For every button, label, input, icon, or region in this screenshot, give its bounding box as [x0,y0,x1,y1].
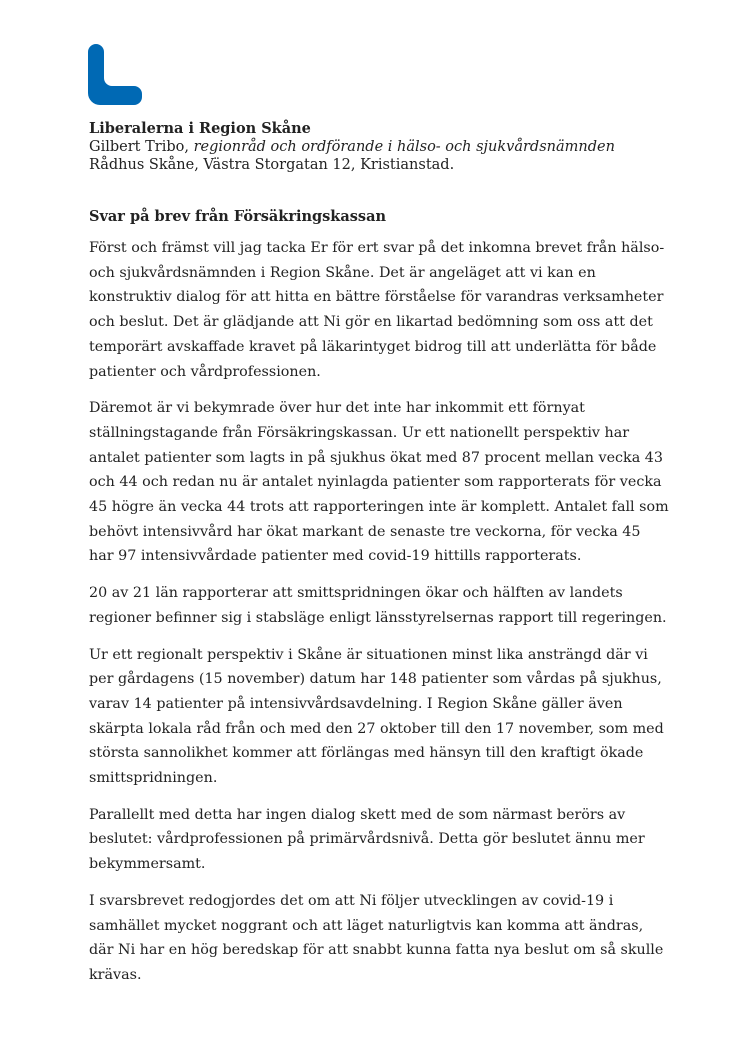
body-paragraph: I svarsbrevet redogjordes det om att Ni följer utvecklingen av covid-19 i samhället mycket noggrant och att läget naturligtvis kan komma att ändras, där Ni har en hög beredskap för att snabbt kunna fatta nya beslut om så skulle krävas. [89,892,664,983]
body-paragraph: Parallellt med detta har ingen dialog skett med de som närmast berörs av beslutet: vårdprofessionen på primärvårdsnivå. Detta gör beslutet ännu mer bekymmersamt. [89,806,645,873]
liberalerna-logo-icon [88,44,142,106]
body-paragraph: Däremot är vi bekymrade över hur det inte har inkommit ett förnyat ställningstagande från Försäkringskassan. Ur ett nationellt perspektiv har antalet patienter som lagts in på sjukhus ökat med 87 procent mellan vecka 43 och 44 och redan nu är antalet nyinlagda patienter som rapporterats för vecka 45 högre än vecka 44 trots att rapporteringen inte är komplett. Antalet fall som behövt intensivvård har ökat markant de senaste tre veckorna, för vecka 45 har 97 intensivvårdade patienter med covid-19 hittills rapporterats. [89,400,669,565]
sender-role: regionråd och ordförande i hälso- och sjukvårdsnämnden [193,139,615,155]
body-paragraph: Ur ett regionalt perspektiv i Skåne är situationen minst lika ansträngd där vi per gårdagens (15 november) datum har 148 patienter som vårdas på sjukhus, varav 14 patienter på intensivvårdsavdelning. I Region Skåne gäller även skärpta lokala råd från och med den 27 oktober till den 17 november, som med största sannolikhet kommer att förlängas med hänsyn till den kraftigt ökade smittspridningen. [89,646,664,787]
body-paragraph: Först och främst vill jag tacka Er för ert svar på det inkomna brevet från hälso- och sjukvårdsnämnden i Region Skåne. Det är angeläget att vi kan en konstruktiv dialog för att hitta en bättre förståelse för varandras verksamheter och beslut. Det är glädjande att Ni gör en likartad bedömning som oss att det temporärt avskaffade kravet på läkarintyget bidrog till att underlätta för både patienter och vårdprofessionen. [89,240,665,380]
sender-line [89,138,669,156]
letter-content [89,120,669,1000]
body-paragraph: 20 av 21 län rapporterar att smittspridningen ökar och hälften av landets regioner befinner sig i stabsläge enligt länsstyrelsernas rapport till regeringen. [89,585,667,626]
logo-mark [88,44,142,105]
sender-address: Rådhus Skåne, Västra Storgatan 12, Kristianstad. [89,157,455,173]
organization-name: Liberalerna i Region Skåne [89,120,311,137]
sender-name: Gilbert Tribo, [89,139,189,155]
letter-body [89,236,669,988]
letter-subject: Svar på brev från Försäkringskassan [89,208,387,225]
